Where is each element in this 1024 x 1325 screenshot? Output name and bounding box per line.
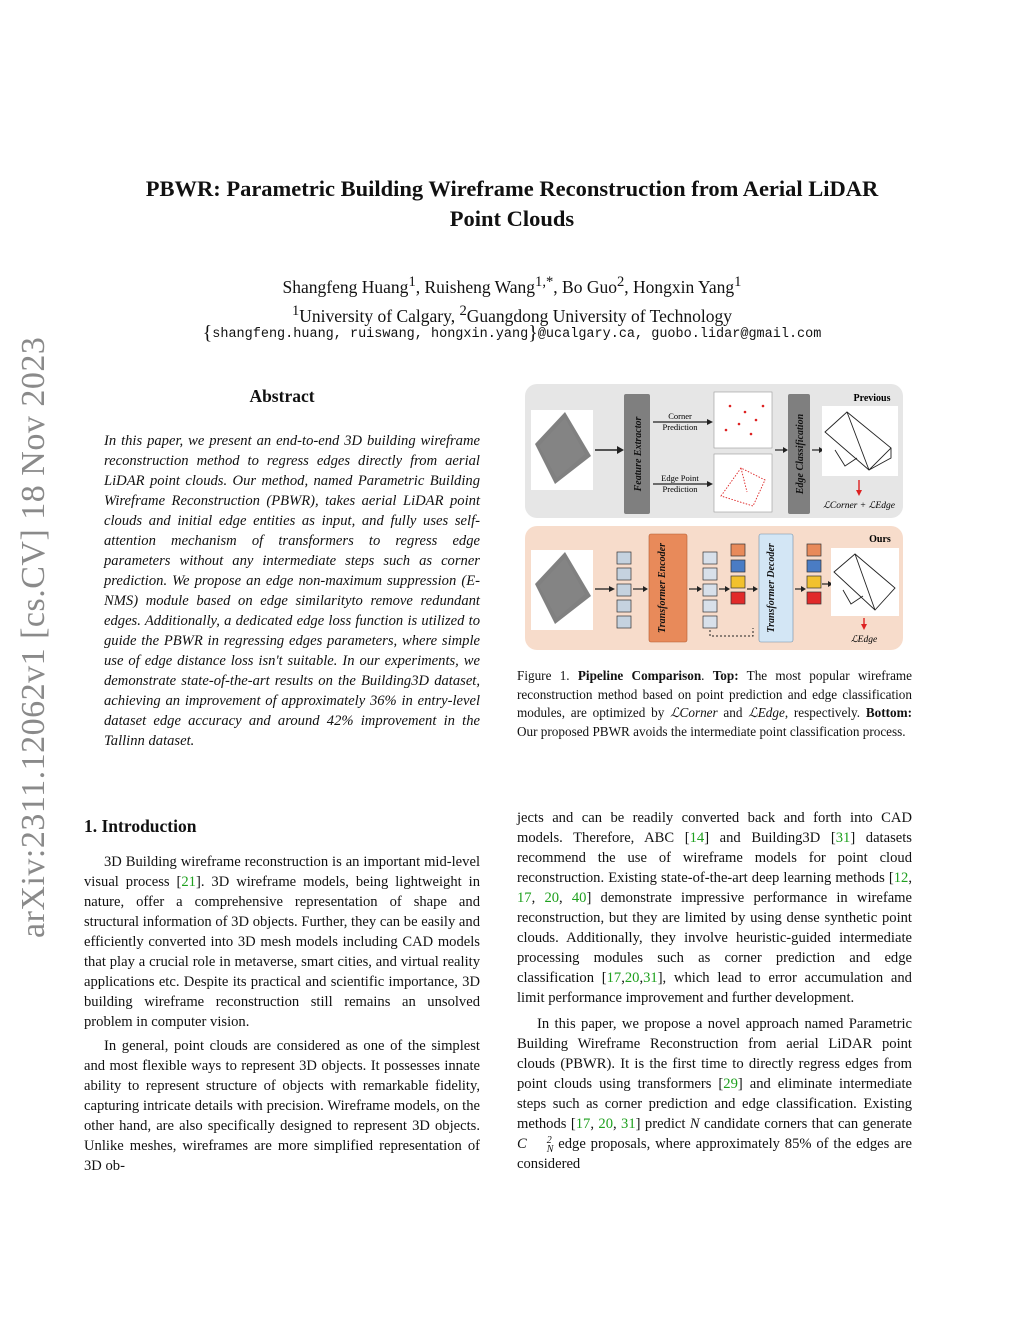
aff1-sup: 1 xyxy=(291,302,300,319)
citation-31b[interactable]: 31 xyxy=(643,970,658,986)
citation-14[interactable]: 14 xyxy=(689,830,705,846)
wireframe-previous xyxy=(822,406,898,476)
author-1-affil: 1 xyxy=(408,274,416,290)
author-names: Shangfeng Huang$^1$, Ruisheng Wang$^{1,*}$, Bo Guo$^2$, Hongxin Yang$^1$ xyxy=(282,274,742,297)
caption-l-corner: ℒCorner xyxy=(670,705,718,720)
math-n: N xyxy=(689,1116,700,1132)
caption-text-2: , respectively. xyxy=(784,705,866,720)
author-1: Shangfeng Huang xyxy=(282,276,409,297)
figure-caption: Figure 1. Pipeline Comparison. Top: The most popular wireframe reconstruction method based on point prediction and edge classification modules, are optimized by ℒCorner and ℒEdge, respectively. Bottom: Our proposed PBWR avoids the intermediate point classification process. xyxy=(517,668,913,739)
author-4-affil: 1 xyxy=(734,274,742,290)
paper-title xyxy=(90,174,934,234)
corner-pred-label-2: Prediction xyxy=(662,422,698,432)
citation-31c[interactable]: 31 xyxy=(621,1116,636,1132)
caption-and: and xyxy=(717,705,749,720)
math-cn2: C 2 N xyxy=(517,1134,554,1155)
caption-bottom-label: Bottom: xyxy=(865,705,912,720)
feature-extractor-label: Feature Extractor xyxy=(633,416,644,492)
author-3-affil: 2 xyxy=(616,274,625,290)
caption-text-3: Our proposed PBWR avoids the intermediate point classification process. xyxy=(517,723,906,739)
input-tokens xyxy=(617,552,631,628)
edge-point-label-2: Prediction xyxy=(662,484,698,494)
citation-20[interactable]: 20 xyxy=(544,890,560,906)
point-cloud-bottom xyxy=(531,550,593,630)
author-3: Bo Guo xyxy=(562,276,617,297)
caption-top-label: Top: xyxy=(712,668,739,683)
decoder-label: Transformer Decoder xyxy=(766,543,777,633)
abstract-text: In this paper, we present an end-to-end 3D building wireframe reconstruction method to regress edges directly from aerial LiDAR point clouds. Our method, named Parametric Building Wireframe Reconstruction (PBWR), takes aerial LiDAR point clouds and initial edge entities as input, and fully uses self-attention mechanism of transformers to regress edge parameters without any intermediate steps such as corner prediction. We propose an edge non-maximum suppression (E-NMS) module based on edge similarityto remove redundant edges. Additionally, a dedicated edge loss function is utilized to guide the PBWR in regressing edges parameters, where simple use of edge distance loss isn't suitable. In our experiments, we demonstrate state-of-the-art results on the Building3D dataset, achieving an improvement of approximately 36% in entry-level dataset edge accuracy and around 42% improvement in the Tallinn dataset. xyxy=(104,433,480,749)
corner-points-plot xyxy=(714,392,772,448)
citation-17c[interactable]: 17 xyxy=(575,1116,591,1132)
right-paragraph-1: jects and can be readily converted back and forth into CAD models. Therefore, ABC [14] and Building3D [31] datasets recommend the use of wireframe models for point cloud reconstruction. Existing state-of-the-art deep learning methods [12, 17, 20, 40] demonstrate impressive performance in wirefame reconstruction, but they are limited by using dense synthetic point clouds. Additionally, they involve heuristic-guided intermediate processing modules such as corner prediction and edge classification [17,20,31], which lead to error accumulation and limit performance improvement and further development. xyxy=(517,810,913,1006)
email-users: shangfeng.huang, ruiswang, hongxin.yang xyxy=(212,327,529,342)
title-line-1: PBWR: Parametric Building Wireframe Reconstruction from Aerial LiDAR xyxy=(145,176,879,201)
edge-classification-label: Edge Classification xyxy=(795,413,806,495)
right-column-body xyxy=(517,808,912,1174)
affiliation-1: University of Calgary, xyxy=(299,305,460,326)
right-paragraph-2: In this paper, we propose a novel approach named Parametric Building Wireframe Reconstruction from aerial LiDAR point clouds (PBWR). It is the first time to directly regress edges from point clouds using transformers [29] and eliminate intermediate steps such as corner prediction and edge classification. Existing methods [17, 20, 31] predict N candidate corners that can generate C 2 N edge proposals, where approximately 85% of the edges are considered xyxy=(517,1016,913,1172)
transformer-encoder-box xyxy=(649,534,687,642)
citation-17b[interactable]: 17 xyxy=(606,970,622,986)
left-paragraph-1: 3D Building wireframe reconstruction is an important mid-level visual process [21]. 3D wireframe models, being lightweight in nature, offer a comprehensive representation of shape and structural information of 3D objects. Further, they can be easily and efficiently converted into 3D mesh models including CAD models that play a crucial role in metaverse, smart cities, and virtual reality applications etc. Despite its practical and scientific importance, 3D building wireframe reconstruction still remains an unsolved problem in computer vision. xyxy=(84,854,480,1030)
loss-top: ℒCorner + ℒEdge xyxy=(823,501,895,511)
left-paragraph-2: In general, point clouds are considered as one of the simplest and most flexible ways to represent 3D objects. It possesses innate ability to represent structure of objects with remarkable fidelity, capturing intricate details with precision. Wireframe models, on the other hand, are also specifically designed to represent 3D objects. Unlike meshes, wireframes are more simplified representation of 3D ob- xyxy=(84,1038,480,1174)
author-4: Hongxin Yang xyxy=(633,276,735,297)
citation-40[interactable]: 40 xyxy=(571,890,587,906)
author-2-affil: 1,* xyxy=(535,274,554,290)
author-block xyxy=(90,270,934,328)
title-line-2: Point Clouds xyxy=(449,206,575,231)
citation-21[interactable]: 21 xyxy=(181,874,196,890)
loss-bottom: ℒEdge xyxy=(850,635,878,645)
point-cloud-top xyxy=(531,410,593,490)
email-domains: @ucalgary.ca, guobo.lidar@gmail.com xyxy=(537,327,822,342)
author-emails: {shangfeng.huang, ruiswang, hongxin.yang}@ucalgary.ca, guobo.lidar@gmail.com xyxy=(202,322,822,344)
caption-title: Pipeline Comparison xyxy=(577,668,702,683)
encoded-tokens xyxy=(703,552,717,628)
abstract-heading: Abstract xyxy=(249,386,315,406)
author-2: Ruisheng Wang xyxy=(424,276,536,297)
citation-31[interactable]: 31 xyxy=(835,830,851,846)
section-heading-introduction: 1. Introduction xyxy=(84,816,197,836)
citation-17[interactable]: 17 xyxy=(517,890,532,906)
pipeline-figure xyxy=(525,384,905,654)
ours-label: Ours xyxy=(869,534,891,545)
left-column-body xyxy=(84,852,480,1176)
edge-point-label-1: Edge Point xyxy=(661,473,699,483)
citation-20c[interactable]: 20 xyxy=(598,1116,613,1132)
corner-pred-label-1: Corner xyxy=(668,411,692,421)
citation-29[interactable]: 29 xyxy=(723,1076,738,1092)
citation-20b[interactable]: 20 xyxy=(624,970,640,986)
aff2-sup: 2 xyxy=(459,302,467,319)
citation-12[interactable]: 12 xyxy=(893,870,909,886)
encoder-label: Transformer Encoder xyxy=(657,543,668,633)
caption-text-1: The most popular wireframe reconstruction method based on point prediction and edge classification modules, are optimized by xyxy=(517,668,913,720)
caption-l-edge: ℒEdge xyxy=(748,705,785,720)
affiliation-2: Guangdong University of Technology xyxy=(466,305,733,326)
caption-label: Figure 1. xyxy=(517,668,570,683)
arxiv-stamp: arXiv:2311.12062v1 [cs.CV] 18 Nov 2023 xyxy=(15,336,52,938)
previous-label: Previous xyxy=(853,393,891,404)
